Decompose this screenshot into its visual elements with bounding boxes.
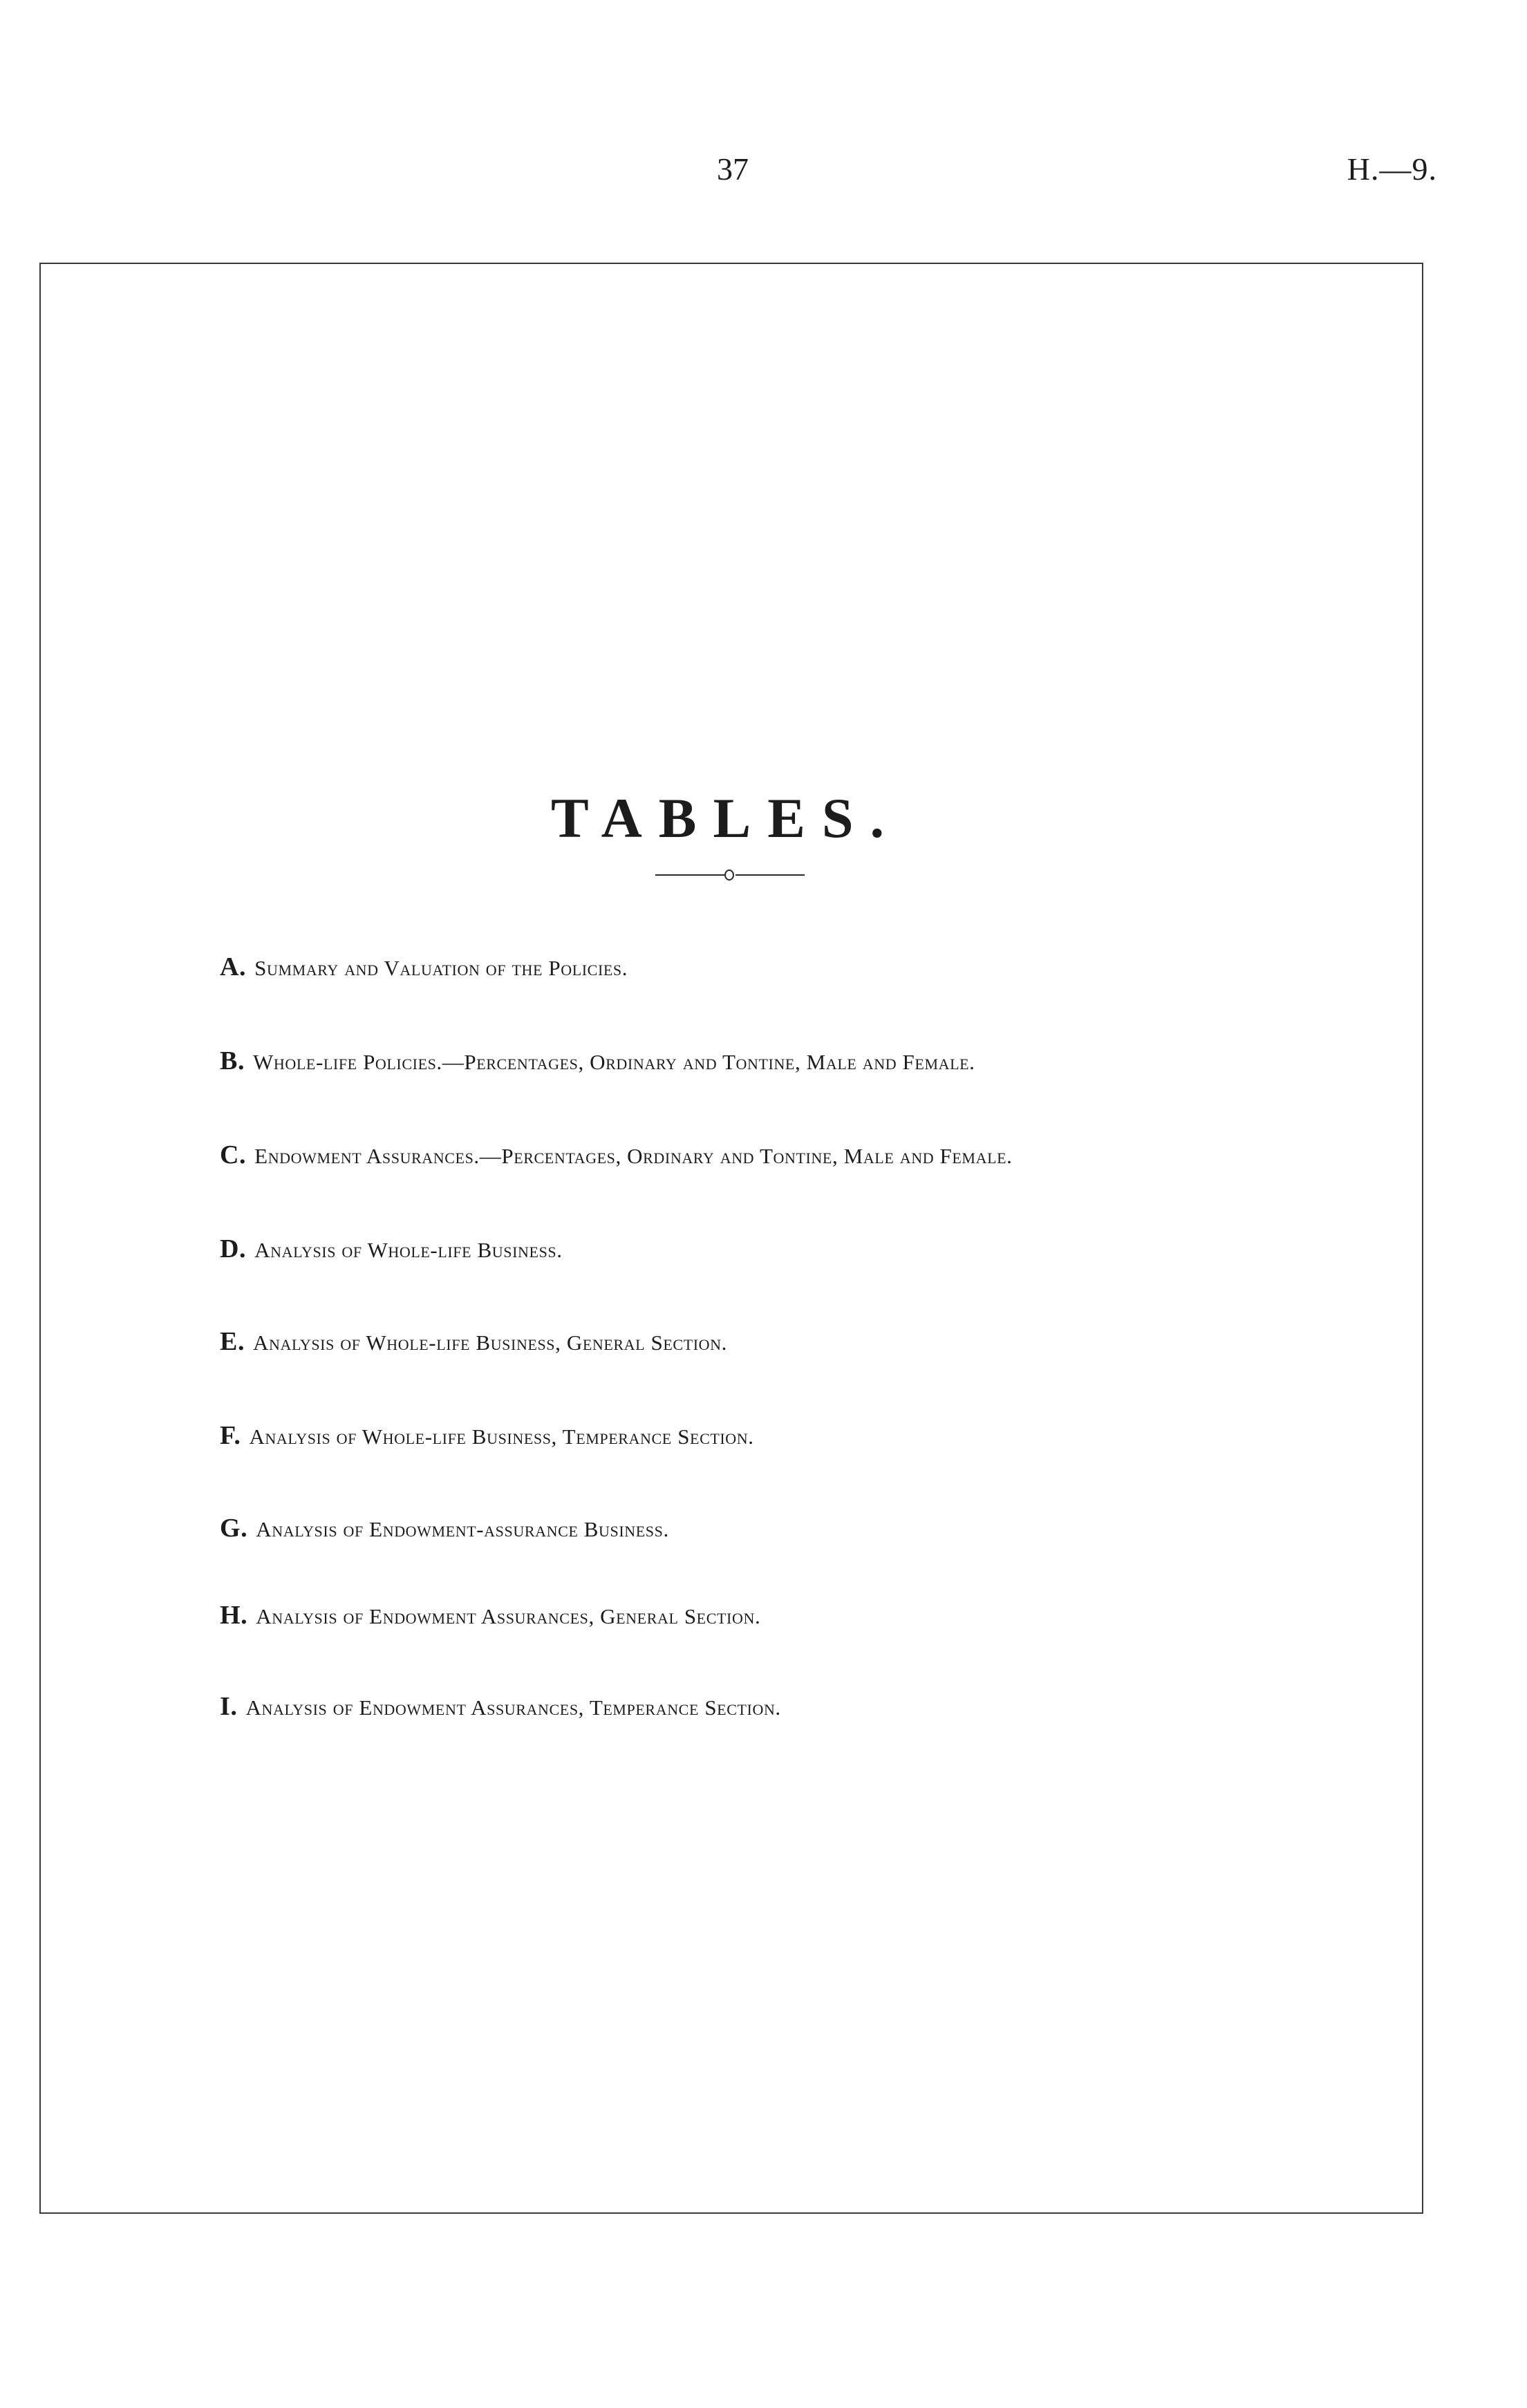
list-item	[220, 1422, 754, 1449]
table-letter: G.	[220, 1514, 248, 1543]
table-letter: A.	[220, 952, 247, 981]
table-description: Analysis of Whole-life Business.	[254, 1238, 563, 1262]
table-description: Analysis of Whole-life Business, Temperance Section.	[249, 1424, 754, 1449]
table-description: Analysis of Endowment Assurances, General Section.	[256, 1604, 761, 1628]
list-item	[220, 1048, 975, 1074]
table-description: Analysis of Endowment Assurances, Temperance Section.	[245, 1695, 781, 1720]
list-item	[220, 1515, 669, 1541]
table-description: Whole-life Policies.—Percentages, Ordinary and Tontine, Male and Female.	[253, 1050, 975, 1074]
table-letter: C.	[220, 1140, 247, 1169]
document-reference: H.—9.	[1347, 151, 1437, 187]
table-letter: F.	[220, 1421, 241, 1450]
ornament-rule-right	[736, 874, 805, 876]
table-description: Endowment Assurances.—Percentages, Ordinary and Tontine, Male and Female.	[254, 1144, 1013, 1168]
list-item	[220, 1693, 781, 1720]
table-letter: D.	[220, 1234, 247, 1263]
list-item	[220, 954, 628, 980]
table-description: Analysis of Whole-life Business, General Section.	[253, 1330, 727, 1355]
table-letter: B.	[220, 1046, 245, 1075]
list-item	[220, 1236, 563, 1262]
table-description: Summary and Valuation of the Policies.	[254, 956, 628, 980]
ornament-circle-icon	[724, 869, 734, 881]
list-item	[220, 1328, 727, 1355]
ornament-rule-left	[655, 874, 724, 876]
page-number: 37	[717, 151, 749, 187]
page-title: TABLES.	[550, 786, 901, 849]
table-letter: E.	[220, 1327, 245, 1356]
table-letter: H.	[220, 1601, 248, 1630]
table-letter: I.	[220, 1692, 238, 1721]
table-description: Analysis of Endowment-assurance Business.	[256, 1517, 669, 1541]
list-item	[220, 1142, 1013, 1168]
list-item	[220, 1602, 760, 1628]
ornament-divider	[655, 868, 805, 882]
